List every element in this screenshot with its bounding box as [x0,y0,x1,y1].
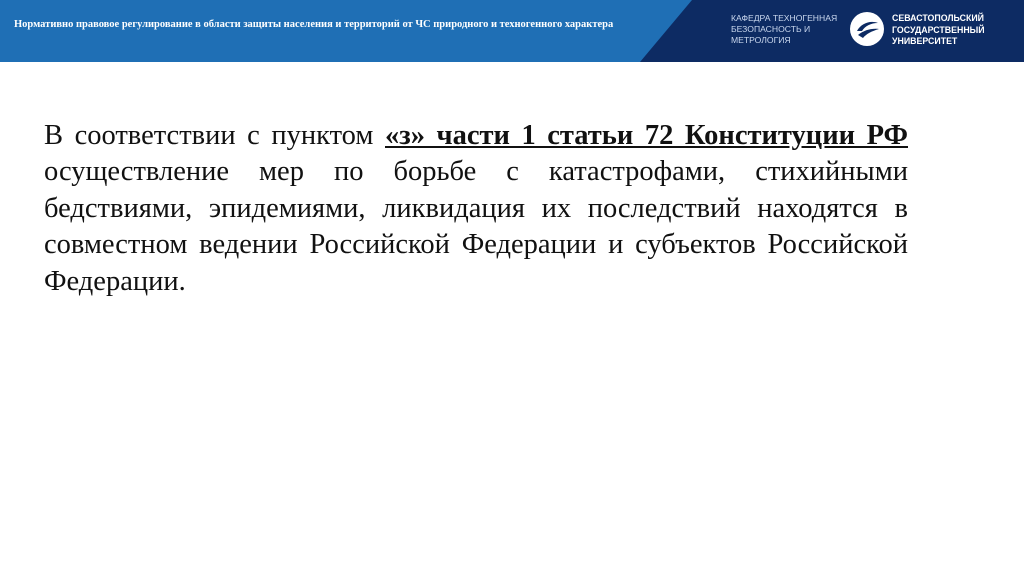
university-name [892,13,1022,48]
department-name [731,13,851,47]
main-paragraph [44,118,908,300]
university-logo-icon [849,11,885,47]
university-line: УНИВЕРСИТЕТ [892,36,958,46]
paragraph-rest: осуществление мер по борьбе с катастрофами, стихийными бедствиями, эпидемиями, ликвидация их последствий находятся в совместном ведении Российской Федерации и субъектов Российской Федерации. [44,156,908,297]
paragraph-intro: В соответствии с пунктом [44,120,385,151]
presentation-title: Нормативно правовое регулирование в области защиты населения и территорий от ЧС природного и техногенного характера [14,19,614,30]
department-line: БЕЗОПАСНОСТЬ И [731,24,811,35]
constitution-reference: «з» части 1 статьи 72 Конституции РФ [385,120,908,151]
department-line: МЕТРОЛОГИЯ [731,35,791,46]
department-line: КАФЕДРА ТЕХНОГЕННАЯ [731,13,838,23]
university-line: СЕВАСТОПОЛЬСКИЙ [892,13,984,23]
university-line: ГОСУДАРСТВЕННЫЙ [892,24,985,35]
